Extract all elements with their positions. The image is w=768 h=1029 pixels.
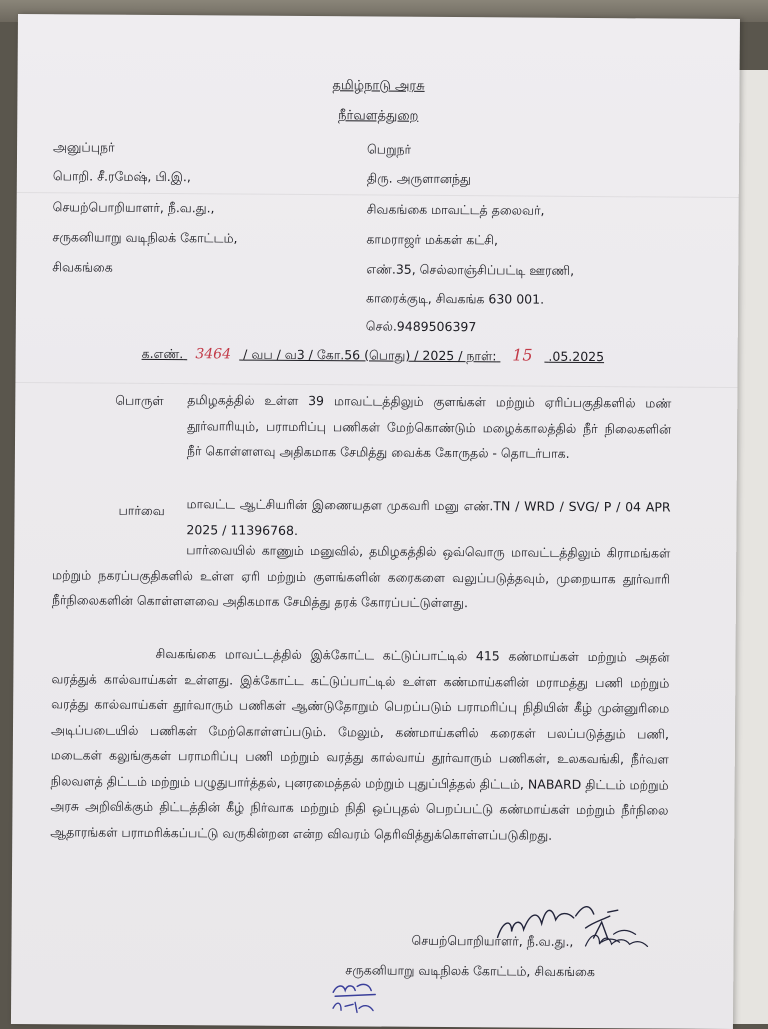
reference-suffix: .05.2025: [548, 348, 605, 365]
reference-prefix: க.எண்.: [141, 345, 184, 362]
fold-line: [17, 192, 739, 198]
header-department: நீர்வளத்துறை: [338, 108, 419, 124]
reference-day-handwritten: 15: [512, 345, 533, 365]
subject-text: தமிழகத்தில் உள்ள 39 மாவட்டத்திலும் குளங்கள் மற்றும் ஏரிப்பகுதிகளில் மண் தூர்வாரியும், பராமரிப்பு பணிகள் மேற்கொண்டும் மழைக்காலத்தில் நீர் நிலைகளின் நீர் கொள்ளளவு அதிகமாக சேமித்து வைக்க கோருதல் - தொடர்பாக.: [186, 392, 672, 461]
reference-middle: / வப / வ3 / கோ.56 (பொது) / 2025 / நாள்:: [243, 346, 497, 364]
receiver-line1: சிவகங்கை மாவட்டத் தலைவர்,: [366, 201, 545, 218]
subject-label: பொருள்: [115, 392, 164, 409]
sender-heading: அனுப்புநர்: [53, 139, 115, 155]
receiver-line3: எண்.35, செல்லாஞ்சிப்பட்டி ஊரணி,: [366, 261, 575, 278]
sender-place: சிவகங்கை: [52, 259, 113, 275]
reference-doc-label: பார்வை: [118, 502, 165, 519]
receiver-phone: செல்.9489506397: [365, 318, 477, 335]
signature-designation: செயற்பொறியாளர், நீ.வ.து.,: [411, 932, 574, 949]
sender-name: பொறி. சீ.ரமேஷ், பி.இ.,: [52, 168, 191, 185]
header-government: தமிழ்நாடு அரசு: [332, 78, 425, 94]
signature-initial-scribble: [581, 928, 651, 954]
signature-office: சருகனியாறு வடிநிலக் கோட்டம், சிவகங்கை: [345, 962, 595, 980]
reference-doc-text: மாவட்ட ஆட்சியரின் இணையதள முகவரி மனு எண்.TN / WRD / SVG/ P / 04 APR 2025 / 11396768.: [186, 496, 671, 538]
fold-line: [15, 382, 737, 388]
sender-designation: செயற்பொறியாளர், நீ.வ.து.,: [52, 199, 215, 216]
receiver-line2: காமராஜர் மக்கள் கட்சி,: [366, 231, 499, 248]
reference-line: [142, 343, 605, 366]
letter-page: [11, 14, 740, 1029]
reference-number-handwritten: 3464: [195, 346, 232, 363]
receiver-line4: காரைக்குடி, சிவகங்க 630 001.: [365, 290, 545, 307]
blue-ink-initials: [327, 978, 383, 1022]
body-paragraph-1: பார்வையில் காணும் மனுவில், தமிழகத்தில் ஒவ்வொரு மாவட்டத்திலும் கிராமங்கள் மற்றும் நகரப்பகுதிகளில் உள்ள ஏரி மற்றும் குளங்களின் கரைகளை வலுப்படுத்தவும், முறையாக தூர்வாரி நீர்நிலைகளின் கொள்ளளவை அதிகமாக சேமித்து தரக் கோரப்பட்டுள்ளது.: [51, 542, 671, 611]
receiver-heading: பெறுநர்: [367, 141, 412, 157]
receiver-name: திரு. அருளானந்து: [366, 170, 471, 187]
sender-office: சருகனியாறு வடிநிலக் கோட்டம்,: [52, 229, 238, 246]
body-paragraph-2: சிவகங்கை மாவட்டத்தில் இக்கோட்ட கட்டுப்பாட்டில் 415 கண்மாய்கள் மற்றும் அதன் வரத்துக் கால்வாய்கள் உள்ளது. இக்கோட்ட கட்டுப்பாட்டில் உள்ள கண்மாய்களின் மராமத்து பணி மற்றும் வரத்து கால்வாய்கள் தூர்வாரும் பணிகள் ஆண்டுதோறும் பெறப்படும் பராமரிப்பு நிதியின் கீழ் முன்னுரிமை அடிப்படையில் பணிகள் மேற்கொள்ளப்படும். மேலும், கண்மாய்களில் கரைகள் பலப்படுத்தும் பணி, மடைகள் கலுங்குகள் பராமரிப்பு பணி மற்றும் வரத்து கால்வாய் தூர்வாரும் பணிகள், உலகவங்கி, நீர்வள நிலவளத் திட்டம் மற்றும் பழுதுபார்த்தல், புனரமைத்தல் மற்றும் புதுப்பித்தல் திட்டம், NABARD திட்டம் மற்றும் அரசு அறிவிக்கும் திட்டத்தின் கீழ் நிர்வாக மற்றும் நிதி ஒப்புதல் பெறப்பட்டு கண்மாய்கள் மற்றும் நீர்நிலை ஆதாரங்கள் பராமரிக்கப்பட்டு வருகின்றன என்ற விவரம் தெரிவித்துக்கொள்ளப்படுகிறது.: [50, 645, 670, 843]
